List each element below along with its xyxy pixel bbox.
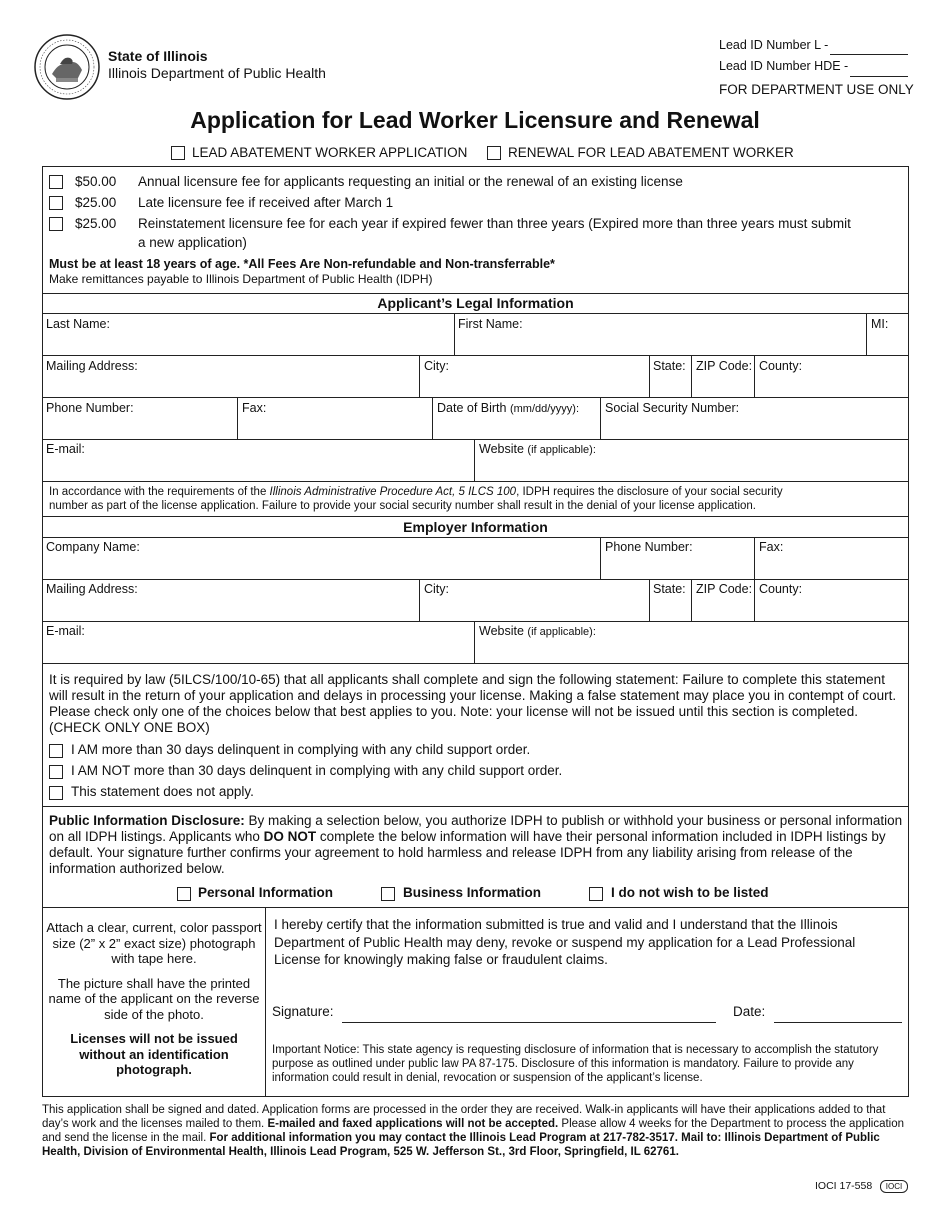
employer-website-text: Website [479, 624, 524, 638]
photo-instruction-1: Attach a clear, current, color passport size (2” x 2” exact size) photograph with tape here. [46, 920, 262, 966]
disclosure-text-1: By making a selection below, you authorize IDPH to publish or withhold your business or personal information on all IDPH listings. Applicants who [49, 813, 903, 844]
footer-no-email-fax: E-mailed and faxed applications will not be accepted. [267, 1118, 559, 1130]
agency-state: State of Illinois [108, 48, 208, 64]
child-support-not-apply-label: This statement does not apply. [71, 784, 254, 799]
date-label: Date: [733, 1004, 766, 1019]
website-text: Website [479, 442, 524, 456]
ssn-label: Social Security Number: [605, 401, 740, 415]
worker-application-label: LEAD ABATEMENT WORKER APPLICATION [192, 145, 468, 160]
phone-label: Phone Number: [46, 401, 134, 415]
city-label: City: [424, 359, 449, 373]
employer-email-label: E-mail: [46, 624, 85, 638]
lead-id-hde-label: Lead ID Number HDE - [719, 59, 849, 73]
footer-text-2: Please allow 4 weeks for the Department to process the application and send the license in the mail. [42, 1118, 905, 1144]
ssn-notice-part3: number as part of the license application. Failure to provide your social security number shall result in the denial of your license application. [49, 500, 756, 512]
renewal-checkbox[interactable] [487, 146, 501, 160]
footer-contact-mail: For additional information you may contact the Illinois Lead Program at 217-782-3517. Mail to: Illinois Department of Public Health, Division of Environmental Health, Illinois Lead Program, 525 W. Jefferson St., 3rd Floor, Springfield, IL 62761. [42, 1132, 880, 1158]
ioci-logo-text: IOCI [885, 1182, 903, 1191]
certification-text: I hereby certify that the information submitted is true and valid and I understand that the Illinois Department of Public Health may deny, revoke or suspend my application for a Lead Professional License for knowingly making false or fraudulent claims. [274, 917, 856, 967]
disclosure-do-not: DO NOT [263, 829, 317, 844]
employer-website-label [479, 624, 596, 638]
ssn-notice [49, 485, 905, 513]
disclosure-label: Public Information Disclosure: [49, 813, 245, 828]
applicant-heading: Applicant’s Legal Information [377, 295, 574, 311]
first-name-label: First Name: [458, 317, 523, 331]
fee-annual-amount: $50.00 [75, 174, 117, 189]
employer-heading: Employer Information [403, 519, 548, 535]
dob-label [437, 401, 579, 415]
child-support-not-delinquent-label: I AM NOT more than 30 days delinquent in complying with any child support order. [71, 763, 563, 778]
photo-instruction-3: Licenses will not be issued without an identification photograph. [70, 1031, 238, 1077]
important-notice: Important Notice: This state agency is requesting disclosure of information that is necessary to accomplish the statutory purpose as outlined under public law PA 87-175. Disclosure of this information is mandatory. Failure to provide any information could result in denial, revocation or suspension of the applicant’s license. [272, 1044, 879, 1084]
fee-reinstatement-amount: $25.00 [75, 216, 117, 231]
footer-text [42, 1103, 910, 1159]
date-line[interactable] [774, 1022, 902, 1023]
website-label [479, 442, 596, 456]
fax-label: Fax: [242, 401, 267, 415]
fee-reinstatement-checkbox[interactable] [49, 217, 63, 231]
fee-reinstatement-desc-cont: a new application) [138, 235, 247, 250]
footer-text-1: This application shall be signed and dated. Application forms are processed in the order they are received. Walk-in applicants will have their applications added to that day’s work and the licenses mailed to them. [42, 1104, 886, 1130]
mi-label: MI: [871, 317, 889, 331]
signature-label: Signature: [272, 1004, 334, 1019]
fee-annual-checkbox[interactable] [49, 175, 63, 189]
employer-city-label: City: [424, 582, 449, 596]
employer-phone-label: Phone Number: [605, 540, 693, 554]
state-label: State: [653, 359, 686, 373]
child-support-not-apply-checkbox[interactable] [49, 786, 63, 800]
signature-line[interactable] [342, 1022, 716, 1023]
employer-website-note: (if applicable): [527, 626, 596, 638]
photo-instructions[interactable] [46, 920, 262, 1078]
ssn-notice-part1: In accordance with the requirements of the [49, 486, 270, 498]
lead-id-l-line[interactable] [830, 54, 908, 55]
website-note: (if applicable): [527, 444, 596, 456]
employer-zip-label: ZIP Code: [696, 582, 753, 596]
dept-use-label: FOR DEPARTMENT USE ONLY [719, 82, 914, 97]
employer-mailing-label: Mailing Address: [46, 582, 138, 596]
disclose-personal-checkbox[interactable] [177, 887, 191, 901]
fee-note: Make remittances payable to Illinois Department of Public Health (IDPH) [49, 272, 433, 286]
disclose-none-label: I do not wish to be listed [611, 885, 769, 900]
disclosure-text-2: complete the below information will have their personal information included in IDPH listings by default. Your signature further confirms your agreement to hold harmless and release IDPH from any liability arising from release of the information authorized below. [49, 829, 886, 876]
ssn-notice-act: Illinois Administrative Procedure Act, 5 ILCS 100 [269, 486, 517, 498]
disclosure-statement [49, 813, 905, 877]
fee-late-amount: $25.00 [75, 195, 117, 210]
fee-note-bold: Must be at least 18 years of age. *All Fees Are Non-refundable and Non-transferrable* [49, 257, 555, 271]
fee-late-checkbox[interactable] [49, 196, 63, 210]
fee-annual-desc: Annual licensure fee for applicants requesting an initial or the renewal of an existing license [138, 174, 683, 189]
email-label: E-mail: [46, 442, 85, 456]
employer-state-label: State: [653, 582, 686, 596]
fee-late-desc: Late licensure fee if received after March 1 [138, 195, 394, 210]
worker-application-checkbox[interactable] [171, 146, 185, 160]
child-support-delinquent-label: I AM more than 30 days delinquent in complying with any child support order. [71, 742, 531, 757]
company-name-label: Company Name: [46, 540, 140, 554]
state-seal-logo [34, 34, 100, 100]
form-code: IOCI 17-558 [815, 1180, 873, 1192]
disclose-business-label: Business Information [403, 885, 542, 900]
mailing-address-label: Mailing Address: [46, 359, 138, 373]
child-support-not-delinquent-checkbox[interactable] [49, 765, 63, 779]
last-name-label: Last Name: [46, 317, 110, 331]
employer-fax-label: Fax: [759, 540, 784, 554]
ioci-logo [880, 1180, 908, 1193]
child-support-delinquent-checkbox[interactable] [49, 744, 63, 758]
zip-label: ZIP Code: [696, 359, 753, 373]
lead-id-hde-line[interactable] [850, 76, 908, 77]
agency-department: Illinois Department of Public Health [108, 65, 326, 81]
disclose-personal-label: Personal Information [198, 885, 334, 900]
ssn-notice-part2: , IDPH requires the disclosure of your social security [516, 486, 783, 498]
renewal-label: RENEWAL FOR LEAD ABATEMENT WORKER [508, 145, 794, 160]
form-title: Application for Lead Worker Licensure and Renewal [190, 107, 760, 133]
fee-reinstatement-desc: Reinstatement licensure fee for each year if expired fewer than three years (Expired more than three years must submit [138, 216, 851, 231]
employer-county-label: County: [759, 582, 803, 596]
child-support-statement: It is required by law (5ILCS/100/10-65) that all applicants shall complete and sign the following statement: Failure to complete this statement will result in the return of your application and delays in processing your license. Making a false statement may place you in contempt of court. Please check only one of the choices below that best applies to you. Note: your license will not be issued until this section is completed. (CHECK ONLY ONE BOX) [49, 672, 897, 735]
dob-format: (mm/dd/yyyy): [509, 403, 580, 415]
lead-id-l-label: Lead ID Number L - [719, 38, 829, 52]
disclose-none-checkbox[interactable] [589, 887, 603, 901]
county-label: County: [759, 359, 803, 373]
dob-text: Date of Birth [437, 401, 507, 415]
disclose-business-checkbox[interactable] [381, 887, 395, 901]
photo-instruction-2: The picture shall have the printed name of the applicant on the reverse side of the photo. [48, 975, 260, 1022]
